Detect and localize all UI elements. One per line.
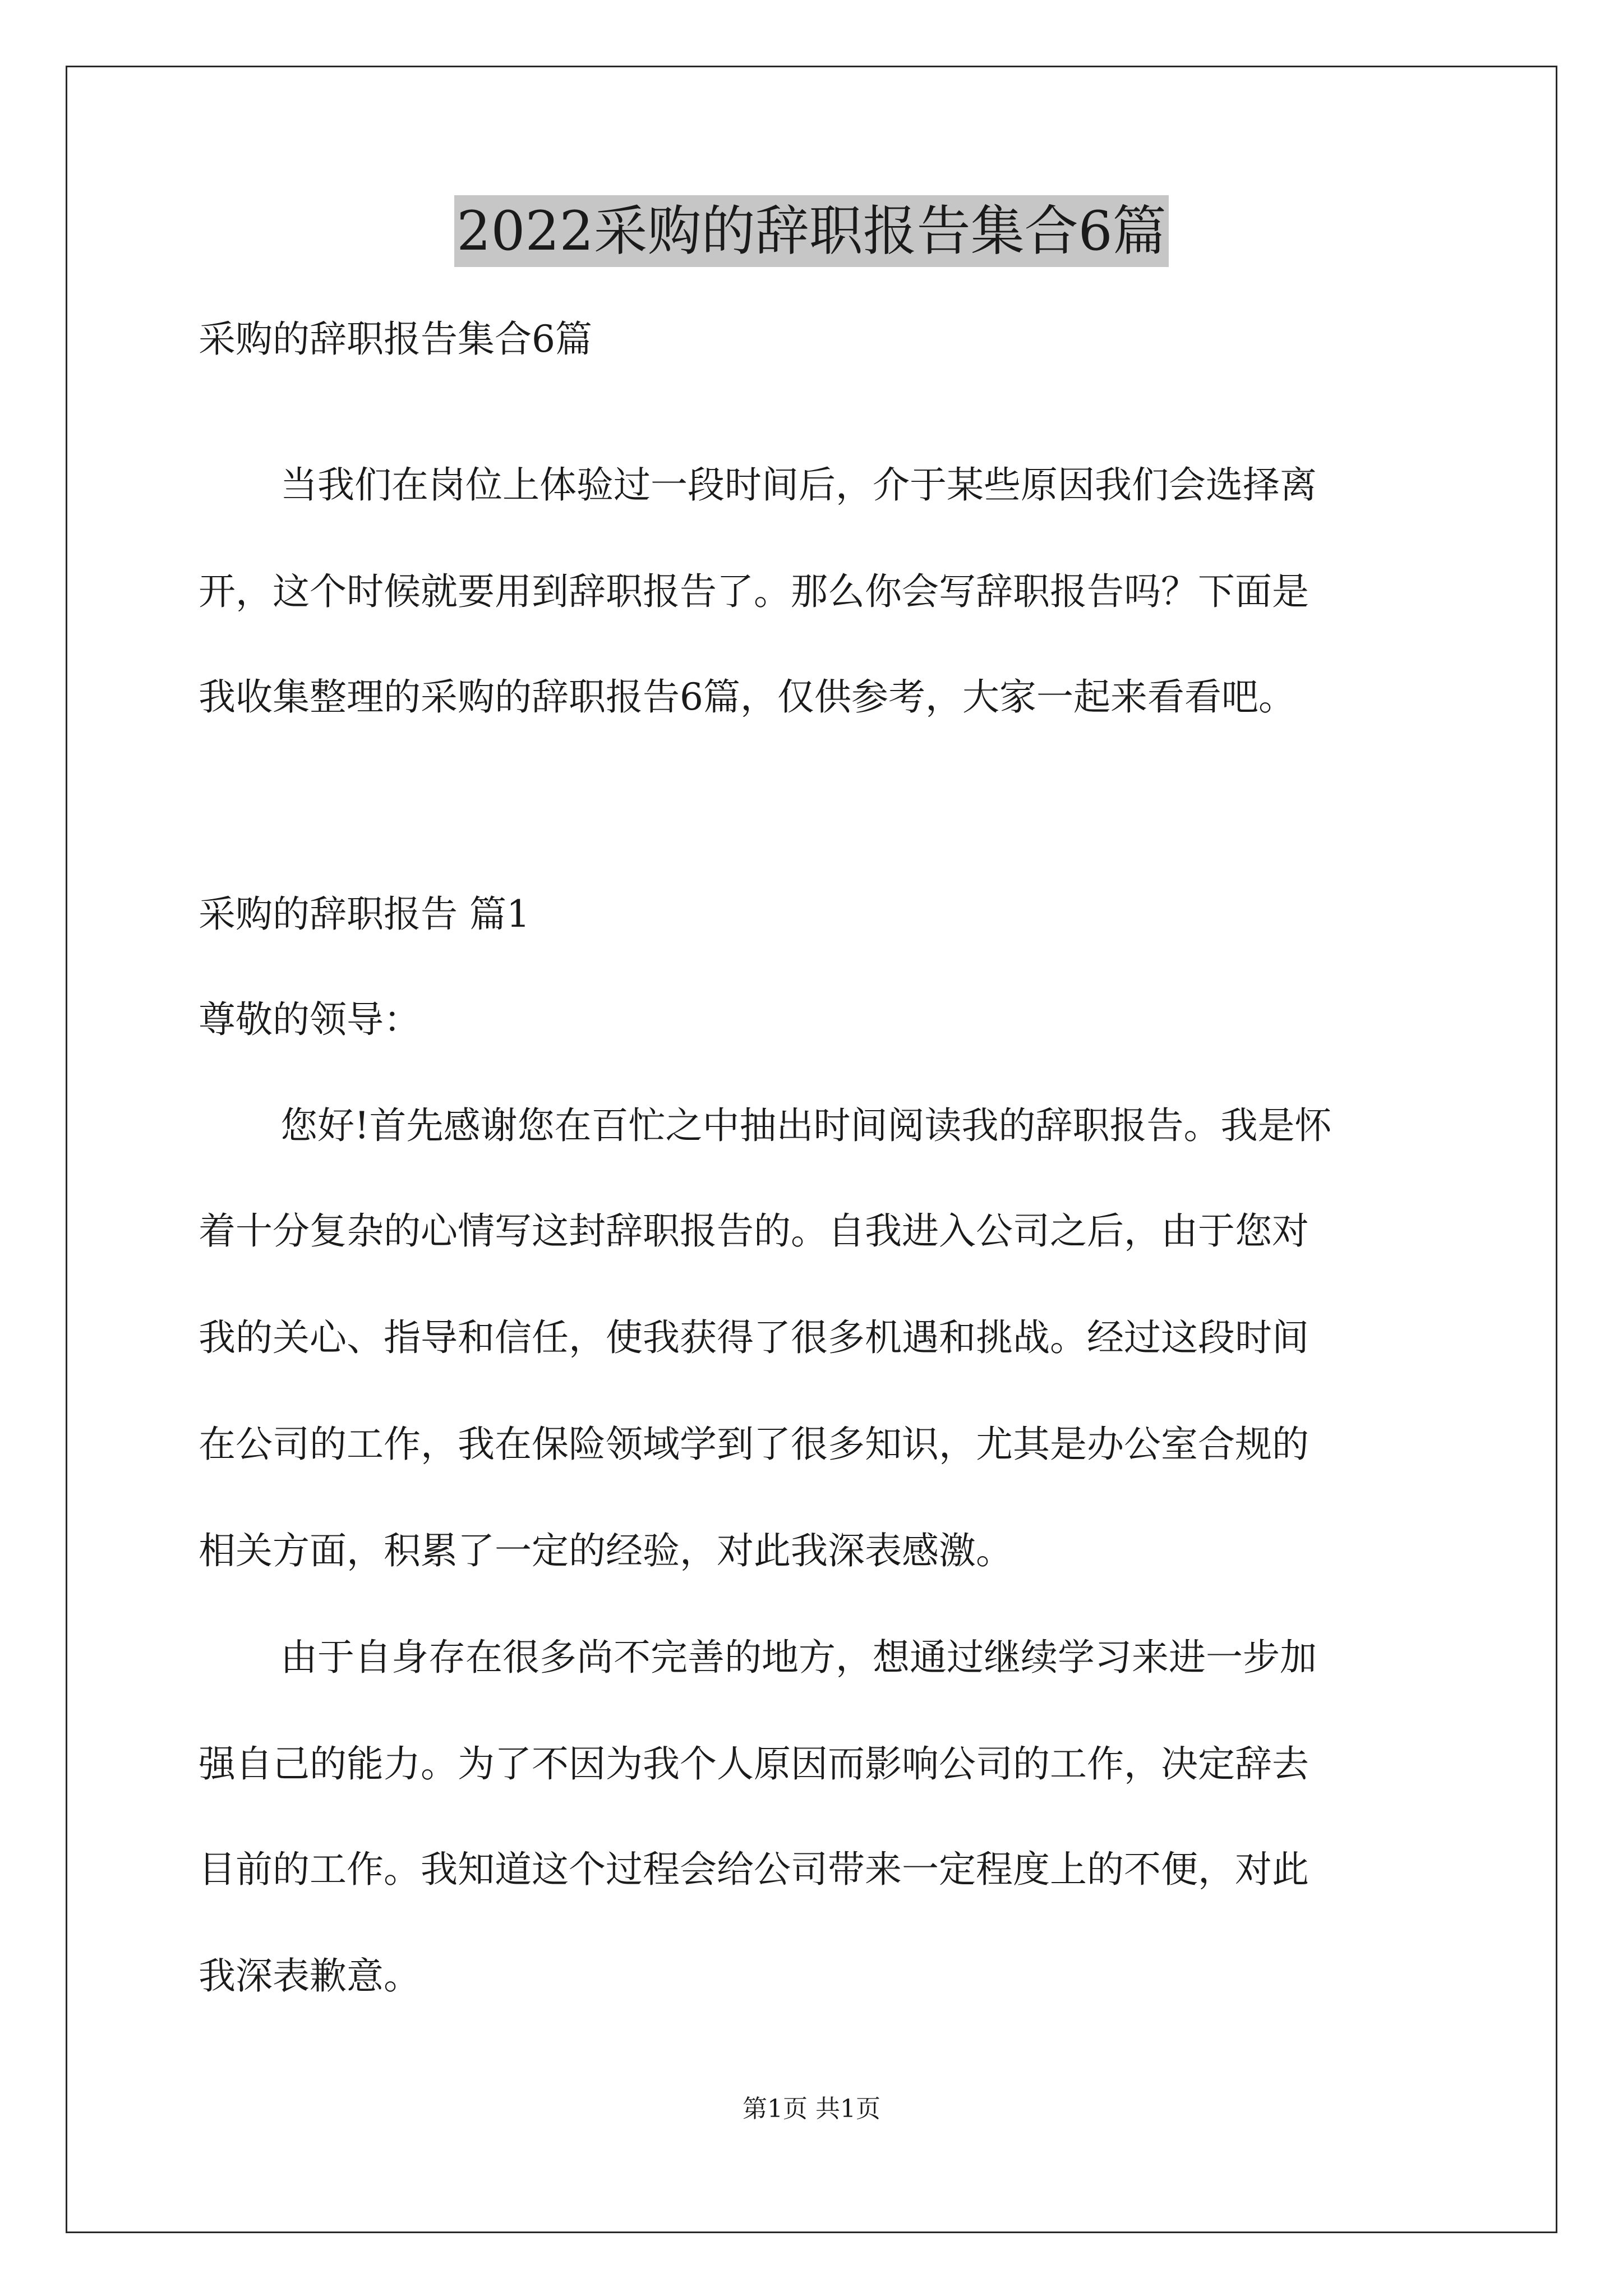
intro-line-3: 我收集整理的采购的辞职报告6篇，仅供参考，大家一起来看看吧。 [199, 675, 1295, 719]
paragraph1-line-1: 您好!首先感谢您在百忙之中抽出时间阅读我的辞职报告。我是怀 [280, 1104, 1332, 1147]
paragraph2-line-1: 由于自身存在很多尚不完善的地方，想通过继续学习来进一步加 [280, 1636, 1317, 1679]
paragraph2-line-2: 强自己的能力。为了不因为我个人原因而影响公司的工作，决定辞去 [199, 1742, 1309, 1786]
document-subtitle: 采购的辞职报告集合6篇 [199, 318, 592, 361]
document-title [0, 197, 1623, 265]
paragraph1-line-2: 着十分复杂的心情写这封辞职报告的。自我进入公司之后，由于您对 [199, 1209, 1309, 1253]
paragraph1-line-3: 我的关心、指导和信任，使我获得了很多机遇和挑战。经过这段时间 [199, 1316, 1309, 1359]
salutation: 尊敬的领导： [199, 998, 421, 1041]
paragraph1-line-4: 在公司的工作，我在保险领域学到了很多知识，尤其是办公室合规的 [199, 1423, 1309, 1466]
paragraph1-line-5: 相关方面，积累了一定的经验，对此我深表感激。 [199, 1529, 1013, 1572]
paragraph2-line-4: 我深表歉意。 [199, 1954, 421, 1998]
intro-line-1: 当我们在岗位上体验过一段时间后，介于某些原因我们会选择离 [280, 463, 1317, 507]
document-title-text: 2022采购的辞职报告集合6篇 [454, 195, 1168, 267]
page-footer: 第1页 共1页 [743, 2095, 880, 2123]
intro-line-2: 开，这个时候就要用到辞职报告了。那么你会写辞职报告吗？下面是 [199, 570, 1309, 613]
paragraph2-line-3: 目前的工作。我知道这个过程会给公司带来一定程度上的不便，对此 [199, 1848, 1309, 1891]
section-heading: 采购的辞职报告 篇1 [199, 892, 530, 936]
